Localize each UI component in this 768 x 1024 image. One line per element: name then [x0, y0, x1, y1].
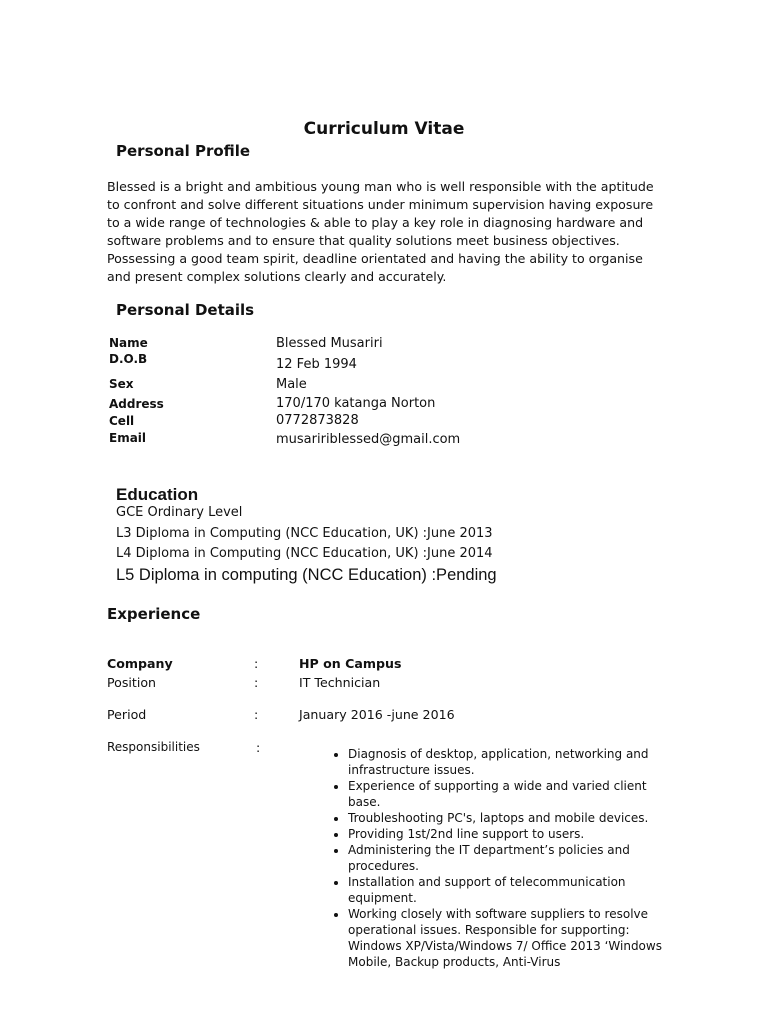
personal-profile-text: Blessed is a bright and ambitious young man who is well responsible with the aptitude to confront and solve different situations under minimum supervision having exposure to a wide range of technologies & able to play a key role in diagnosing hardware and software problems and to ensure that quality solutions meet business objectives. Possessing a good team spirit, deadline orientated and having the ability to organise and present complex solutions clearly and accurately.: [107, 179, 654, 284]
education-heading: Education: [116, 485, 199, 504]
period-value: January 2016 -june 2016: [299, 707, 455, 722]
responsibilities-label: Responsibilities: [107, 740, 200, 754]
detail-value-address: 170/170 katanga Norton: [276, 396, 436, 411]
detail-label-dob: D.O.B: [109, 352, 148, 366]
detail-value-cell: 0772873828: [276, 413, 359, 428]
position-colon: :: [254, 675, 259, 690]
detail-label-name: Name: [109, 336, 148, 350]
detail-value-sex: Male: [276, 377, 307, 392]
company-value: HP on Campus: [299, 656, 402, 671]
education-item: L3 Diploma in Computing (NCC Education, UK) :June 2013: [116, 526, 493, 541]
list-item: • Experience of supporting a wide and varied client base.: [348, 778, 668, 810]
detail-label-cell: Cell: [109, 414, 135, 428]
company-colon: :: [254, 656, 259, 671]
responsibilities-list: [318, 746, 668, 970]
personal-details-heading: Personal Details: [116, 301, 255, 319]
position-value: IT Technician: [299, 675, 381, 690]
document-title: Curriculum Vitae: [303, 119, 465, 139]
list-item: • Diagnosis of desktop, application, networking and infrastructure issues.: [348, 746, 668, 778]
education-item: L4 Diploma in Computing (NCC Education, UK) :June 2014: [116, 546, 493, 561]
company-label: Company: [107, 656, 173, 671]
list-item: • Providing 1st/2nd line support to users.: [348, 826, 668, 842]
period-colon: :: [254, 707, 259, 722]
detail-label-sex: Sex: [109, 377, 134, 391]
list-item: • Troubleshooting PC's, laptops and mobile devices.: [348, 810, 668, 826]
list-item: • Administering the IT department’s policies and procedures.: [348, 842, 668, 874]
education-item: GCE Ordinary Level: [116, 505, 243, 520]
list-item: • Installation and support of telecommunication equipment.: [348, 874, 668, 906]
detail-value-name: Blessed Musariri: [276, 336, 383, 351]
detail-value-dob: 12 Feb 1994: [276, 357, 357, 372]
experience-heading: Experience: [107, 605, 201, 623]
position-label: Position: [107, 675, 157, 690]
responsibilities-colon: :: [256, 740, 261, 755]
period-label: Period: [107, 707, 147, 722]
detail-label-address: Address: [109, 397, 164, 411]
list-item: • Working closely with software suppliers to resolve operational issues. Responsible for supporting: Windows XP/Vista/Windows 7/ Office 2013 ‘Windows Mobile, Backup products, Anti-Virus: [348, 906, 668, 970]
personal-profile-heading: Personal Profile: [116, 142, 251, 160]
detail-value-email: musaririblessed@gmail.com: [276, 432, 461, 447]
education-item: L5 Diploma in computing (NCC Education) :Pending: [116, 566, 497, 584]
detail-label-email: Email: [109, 431, 147, 445]
